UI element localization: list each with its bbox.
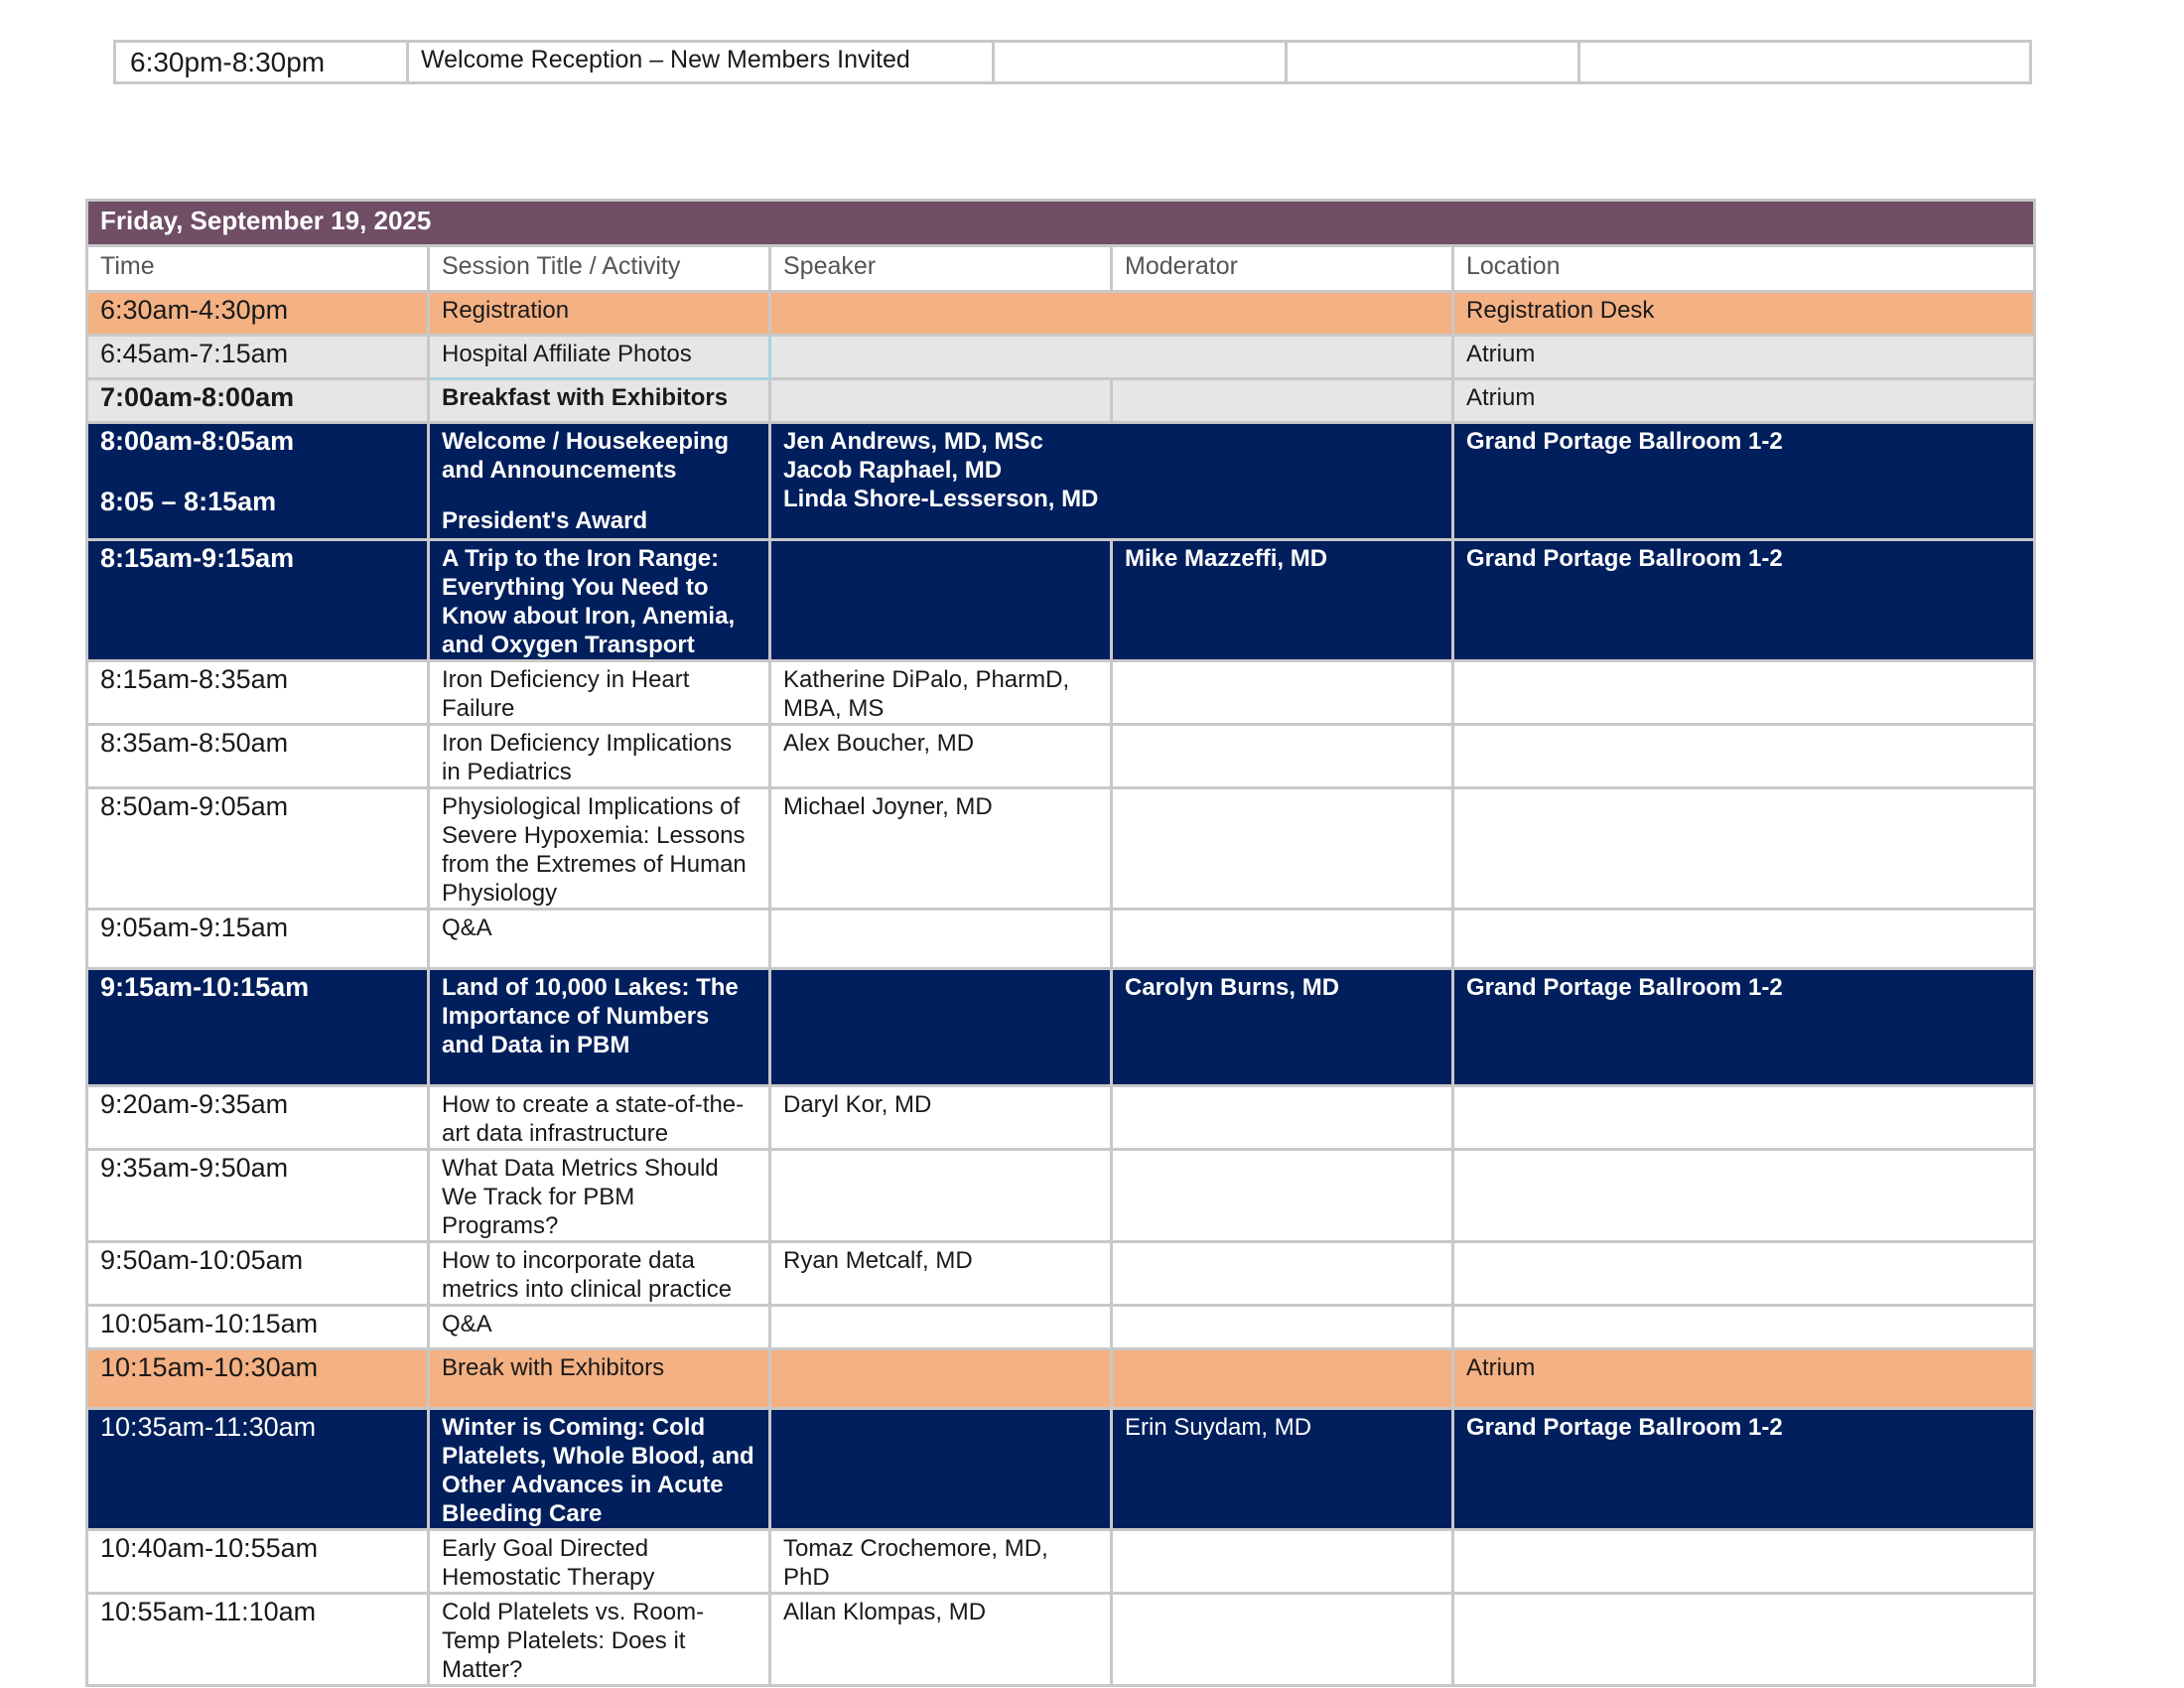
empty-cell bbox=[1112, 1530, 1453, 1594]
empty-cell bbox=[1453, 661, 2035, 725]
speaker-cell: Daryl Kor, MD bbox=[770, 1086, 1112, 1150]
empty-cell bbox=[770, 292, 1453, 336]
moderator-cell: Carolyn Burns, MD bbox=[1112, 969, 1453, 1086]
table-row bbox=[87, 788, 2035, 910]
session-title-cell: Q&A bbox=[429, 1306, 770, 1349]
empty-cell bbox=[770, 540, 1112, 661]
table-row bbox=[87, 540, 2035, 661]
location-cell: Atrium bbox=[1453, 1349, 2035, 1409]
session-title-cell: Iron Deficiency Implications in Pediatrics bbox=[429, 725, 770, 788]
table-row bbox=[87, 910, 2035, 969]
speaker-cell: Katherine DiPalo, PharmD, MBA, MS bbox=[770, 661, 1112, 725]
speaker-cell: Alex Boucher, MD bbox=[770, 725, 1112, 788]
session-title-cell: Registration bbox=[429, 292, 770, 336]
column-header-row bbox=[87, 246, 2035, 292]
table-row bbox=[87, 969, 2035, 1086]
session-title-cell: What Data Metrics Should We Track for PBM Programs? bbox=[429, 1150, 770, 1242]
empty-cell bbox=[1453, 1306, 2035, 1349]
empty-cell bbox=[1453, 1594, 2035, 1686]
session-title-cell: How to incorporate data metrics into clinical practice bbox=[429, 1242, 770, 1306]
time-cell: 6:30pm-8:30pm bbox=[115, 42, 408, 83]
empty-cell bbox=[1453, 725, 2035, 788]
moderator-cell: Mike Mazzeffi, MD bbox=[1112, 540, 1453, 661]
time-cell: 7:00am-8:00am bbox=[87, 379, 429, 423]
time-cell: 10:35am-11:30am bbox=[87, 1409, 429, 1530]
empty-cell bbox=[770, 969, 1112, 1086]
table-row bbox=[115, 42, 2031, 83]
empty-cell bbox=[1453, 910, 2035, 969]
time-cell: 9:20am-9:35am bbox=[87, 1086, 429, 1150]
empty-cell bbox=[1112, 725, 1453, 788]
empty-cell bbox=[1112, 1306, 1453, 1349]
friday-schedule-table bbox=[85, 199, 2036, 1687]
empty-cell bbox=[1112, 1150, 1453, 1242]
empty-cell bbox=[770, 379, 1112, 423]
session-title-cell: Hospital Affiliate Photos bbox=[429, 336, 770, 379]
table-row bbox=[87, 336, 2035, 379]
session-title-cell bbox=[429, 423, 770, 540]
day-title: Friday, September 19, 2025 bbox=[87, 201, 2035, 246]
speaker-cell: Michael Joyner, MD bbox=[770, 788, 1112, 910]
empty-cell bbox=[994, 42, 1287, 83]
empty-cell bbox=[1112, 910, 1453, 969]
session-title-cell: Iron Deficiency in Heart Failure bbox=[429, 661, 770, 725]
empty-cell bbox=[770, 1306, 1112, 1349]
time-cell: 10:05am-10:15am bbox=[87, 1306, 429, 1349]
time-cell: 6:45am-7:15am bbox=[87, 336, 429, 379]
time-cell: 10:55am-11:10am bbox=[87, 1594, 429, 1686]
reception-table bbox=[113, 40, 2032, 84]
day-header-row bbox=[87, 201, 2035, 246]
speaker-cell: Tomaz Crochemore, MD, PhD bbox=[770, 1530, 1112, 1594]
empty-cell bbox=[770, 336, 1453, 379]
location-cell: Atrium bbox=[1453, 379, 2035, 423]
column-header-speaker: Speaker bbox=[770, 246, 1112, 292]
table-row bbox=[87, 1086, 2035, 1150]
empty-cell bbox=[1453, 1150, 2035, 1242]
empty-cell bbox=[770, 1409, 1112, 1530]
session-title-cell: Q&A bbox=[429, 910, 770, 969]
speaker-cell: Ryan Metcalf, MD bbox=[770, 1242, 1112, 1306]
table-row bbox=[87, 379, 2035, 423]
column-header-location: Location bbox=[1453, 246, 2035, 292]
time-cell: 8:35am-8:50am bbox=[87, 725, 429, 788]
time-cell: 6:30am-4:30pm bbox=[87, 292, 429, 336]
time-cell: 8:50am-9:05am bbox=[87, 788, 429, 910]
location-cell: Grand Portage Ballroom 1-2 bbox=[1453, 540, 2035, 661]
table-row bbox=[87, 1409, 2035, 1530]
location-cell: Registration Desk bbox=[1453, 292, 2035, 336]
moderator-cell: Erin Suydam, MD bbox=[1112, 1409, 1453, 1530]
speaker-cell bbox=[770, 423, 1453, 540]
table-row bbox=[87, 1150, 2035, 1242]
session-title-cell: Welcome Reception – New Members Invited bbox=[408, 42, 994, 83]
session-title-cell: Physiological Implications of Severe Hypoxemia: Lessons from the Extremes of Human Physiology bbox=[429, 788, 770, 910]
session-title-cell: Early Goal Directed Hemostatic Therapy bbox=[429, 1530, 770, 1594]
table-row bbox=[87, 1594, 2035, 1686]
table-row bbox=[87, 423, 2035, 540]
empty-cell bbox=[1579, 42, 2031, 83]
empty-cell bbox=[770, 1349, 1112, 1409]
empty-cell bbox=[770, 1150, 1112, 1242]
speaker-name: Jacob Raphael, MD bbox=[783, 457, 1003, 484]
time-cell: 9:05am-9:15am bbox=[87, 910, 429, 969]
table-row bbox=[87, 1349, 2035, 1409]
column-header-moderator: Moderator bbox=[1112, 246, 1453, 292]
time-cell: 10:15am-10:30am bbox=[87, 1349, 429, 1409]
empty-cell bbox=[1112, 1349, 1453, 1409]
empty-cell bbox=[1287, 42, 1579, 83]
time-cell: 9:35am-9:50am bbox=[87, 1150, 429, 1242]
title-b: President's Award bbox=[442, 507, 648, 534]
empty-cell bbox=[1112, 1086, 1453, 1150]
table-row bbox=[87, 1242, 2035, 1306]
time-cell: 8:15am-8:35am bbox=[87, 661, 429, 725]
speaker-name: Jen Andrews, MD, MSc bbox=[783, 428, 1043, 455]
column-header-time: Time bbox=[87, 246, 429, 292]
empty-cell bbox=[1453, 1086, 2035, 1150]
time-cell: 10:40am-10:55am bbox=[87, 1530, 429, 1594]
column-header-session: Session Title / Activity bbox=[429, 246, 770, 292]
empty-cell bbox=[1453, 1242, 2035, 1306]
session-title-cell: How to create a state-of-the-art data infrastructure bbox=[429, 1086, 770, 1150]
time-cell: 9:15am-10:15am bbox=[87, 969, 429, 1086]
speaker-cell: Allan Klompas, MD bbox=[770, 1594, 1112, 1686]
location-cell: Grand Portage Ballroom 1-2 bbox=[1453, 969, 2035, 1086]
empty-cell bbox=[1112, 661, 1453, 725]
time-cell bbox=[87, 423, 429, 540]
session-title-cell: A Trip to the Iron Range: Everything You Need to Know about Iron, Anemia, and Oxygen Transport bbox=[429, 540, 770, 661]
session-title-cell: Breakfast with Exhibitors bbox=[429, 379, 770, 423]
empty-cell bbox=[1112, 1594, 1453, 1686]
session-title-cell: Break with Exhibitors bbox=[429, 1349, 770, 1409]
empty-cell bbox=[1112, 1242, 1453, 1306]
empty-cell bbox=[1112, 379, 1453, 423]
table-row bbox=[87, 661, 2035, 725]
session-title-cell: Land of 10,000 Lakes: The Importance of Numbers and Data in PBM bbox=[429, 969, 770, 1086]
speaker-name: Linda Shore-Lesserson, MD bbox=[783, 486, 1099, 512]
session-title-cell: Winter is Coming: Cold Platelets, Whole Blood, and Other Advances in Acute Bleeding Care bbox=[429, 1409, 770, 1530]
session-title-cell: Cold Platelets vs. Room-Temp Platelets: Does it Matter? bbox=[429, 1594, 770, 1686]
table-row bbox=[87, 1530, 2035, 1594]
table-row bbox=[87, 725, 2035, 788]
location-cell: Grand Portage Ballroom 1-2 bbox=[1453, 423, 2035, 540]
location-cell: Atrium bbox=[1453, 336, 2035, 379]
table-row bbox=[87, 292, 2035, 336]
location-cell: Grand Portage Ballroom 1-2 bbox=[1453, 1409, 2035, 1530]
empty-cell bbox=[1112, 788, 1453, 910]
table-row bbox=[87, 1306, 2035, 1349]
time-b: 8:05 – 8:15am bbox=[100, 487, 277, 516]
time-cell: 9:50am-10:05am bbox=[87, 1242, 429, 1306]
title-a: Welcome / Housekeeping and Announcements bbox=[442, 428, 729, 484]
empty-cell bbox=[1453, 1530, 2035, 1594]
time-cell: 8:15am-9:15am bbox=[87, 540, 429, 661]
time-a: 8:00am-8:05am bbox=[100, 426, 295, 456]
empty-cell bbox=[770, 910, 1112, 969]
empty-cell bbox=[1453, 788, 2035, 910]
